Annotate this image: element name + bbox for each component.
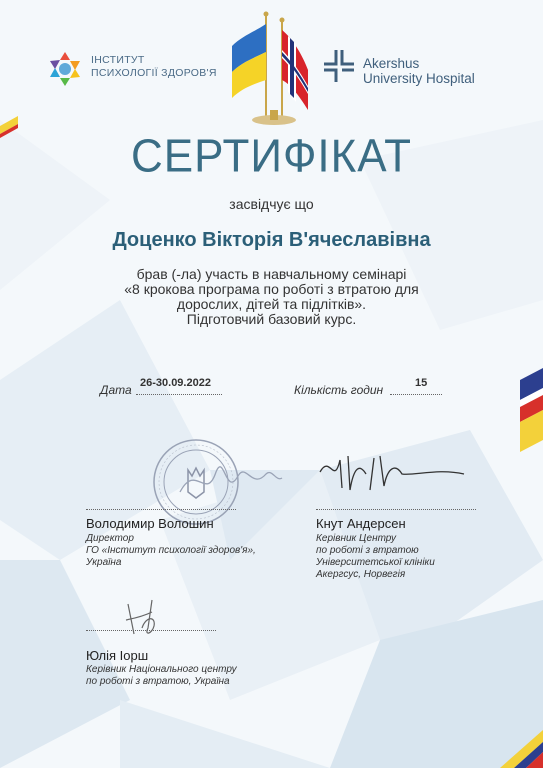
hours-dotted-line [390,394,442,395]
hours-label: Кількість годин [294,383,384,397]
date-label: Дата [100,383,132,397]
recipient-name: Доценко Вікторія В'ячеславівна [112,229,431,251]
hospital-logo-text [363,56,475,86]
date-value: 26-30.09.2022 [140,377,211,389]
signature-voloshyn-icon [176,452,286,508]
flags-icon [232,10,312,128]
hours-value: 15 [415,377,428,389]
signature-andersen-icon [318,446,468,496]
signer1-title: Директор ГО «Інститут психології здоров'я», Україна [86,533,256,568]
institute-logo-text [91,54,217,80]
body-line1: брав (-ла) участь в навчальному семінарі [136,266,407,282]
certificate-title: СЕРТИФІКАТ [130,130,413,183]
institute-logo-icon [46,50,84,88]
institute-line2: ПСИХОЛОГІЇ ЗДОРОВ'Я [91,67,217,79]
institute-line1: ІНСТИТУТ [91,54,145,66]
body-line4: Підготовчий базовий курс. [186,311,357,327]
signature-line-left [86,509,236,510]
body-line2: «8 крокова програма по роботі з втратою для [124,281,419,297]
signer3-title: Керівник Національного центру по роботі з втратою, Україна [86,664,237,687]
signer1-name: Володимир Волошин [86,516,214,531]
hospital-line2: University Hospital [363,71,475,86]
hospital-line1: Akershus [363,56,420,71]
certificate-body [60,267,483,327]
signature-iorsh-icon [122,598,166,642]
date-dotted-line [136,394,222,395]
hospital-logo-icon [322,48,356,84]
signature-line-right [316,509,476,510]
body-line3: дорослих, дітей та підлітків». [176,296,367,312]
signer2-title: Керівник Центру по роботі з втратою Університетської клініки Акергсус, Норвегія [316,533,435,580]
certificate-subtitle: засвідчує що [229,196,314,212]
signature-line-bottom [86,630,216,631]
signer2-name: Кнут Андерсен [316,516,406,531]
signer3-name: Юлія Іорш [86,648,149,663]
